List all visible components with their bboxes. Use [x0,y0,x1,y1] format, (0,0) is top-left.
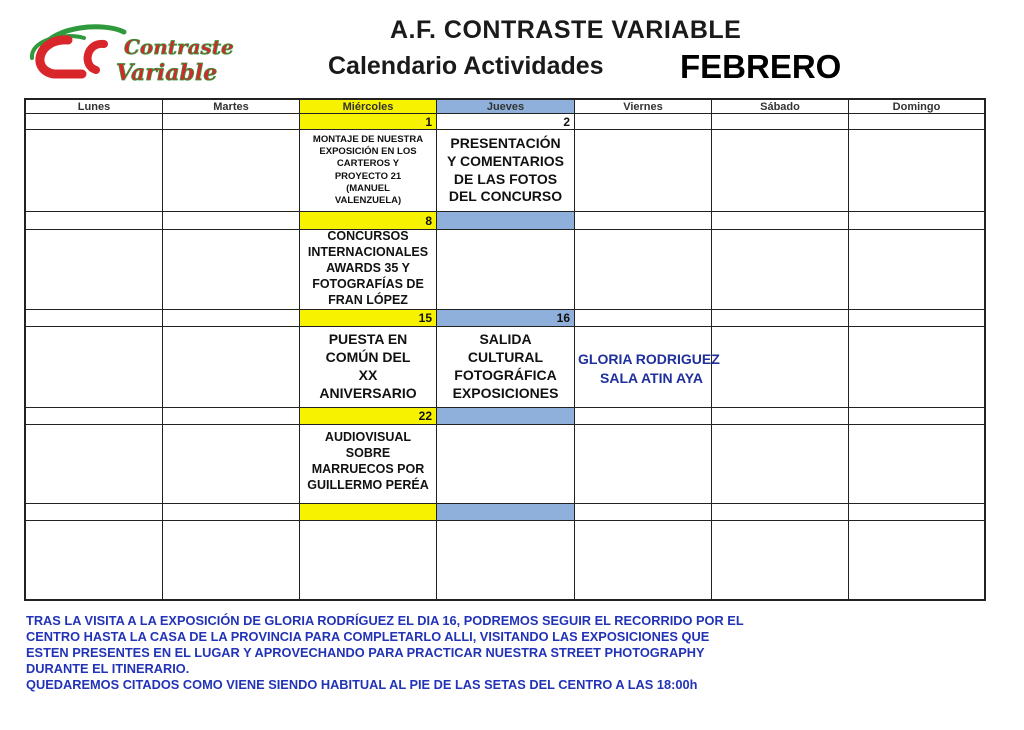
date-cell [712,504,849,521]
club-logo [24,18,264,98]
day-cell [712,327,849,408]
day-cell [300,521,437,599]
date-cell [575,114,712,130]
month-label: FEBRERO [680,48,842,85]
date-cell-15: 15 [300,310,437,327]
day-cell [712,130,849,212]
date-cell [849,212,984,230]
date-cell-1: 1 [300,114,437,130]
date-cell [26,408,163,425]
day-cell [712,425,849,504]
date-cell-2: 2 [437,114,575,130]
date-cell [300,504,437,521]
day-cell [163,130,300,212]
date-cell [849,504,984,521]
day-cell [849,230,984,310]
day-cell [163,230,300,310]
day-header-monday: Lunes [26,100,163,114]
date-cell [163,212,300,230]
calendar-grid [24,98,986,601]
day-cell [437,521,575,599]
event-concursos-internacionales: CONCURSOS INTERNACIONALES AWARDS 35 Y FOTOGRAFÍAS DE FRAN LÓPEZ [300,230,437,310]
event-montaje-exposicion: MONTAJE DE NUESTRA EXPOSICIÓN EN LOS CARTEROS Y PROYECTO 21 (MANUEL VALENZUELA) [300,130,437,212]
date-cell [575,310,712,327]
day-cell [712,521,849,599]
date-cell [163,408,300,425]
date-cell [437,212,575,230]
day-cell [26,130,163,212]
date-cell [437,504,575,521]
day-cell [437,230,575,310]
page-title: A.F. CONTRASTE VARIABLE [390,16,742,44]
date-cell [712,310,849,327]
date-cell [849,310,984,327]
footer-line: DURANTE EL ITINERARIO. [26,661,190,676]
event-audiovisual-marruecos: AUDIOVISUAL SOBRE MARRUECOS POR GUILLERMO PERÉA [300,425,437,504]
footer-line: TRAS LA VISITA A LA EXPOSICIÓN DE GLORIA RODRÍGUEZ EL DIA 16, PODREMOS SEGUIR EL RECORRIDO POR EL [26,613,744,628]
date-cell [26,212,163,230]
date-cell [575,504,712,521]
day-cell [849,130,984,212]
footer-notes [26,613,986,693]
date-cell [26,114,163,130]
logo-text-line1: Contraste [124,35,234,59]
date-cell-22: 22 [300,408,437,425]
date-cell [712,408,849,425]
day-cell [163,425,300,504]
day-header-tuesday: Martes [163,100,300,114]
day-cell [575,230,712,310]
day-cell [437,425,575,504]
date-cell [575,212,712,230]
date-cell-16: 16 [437,310,575,327]
day-header-sunday: Domingo [849,100,984,114]
day-cell [26,425,163,504]
date-cell [163,504,300,521]
day-cell [849,521,984,599]
date-cell [26,310,163,327]
logo-text-line2: Variable [116,60,218,86]
date-cell [575,408,712,425]
date-cell [712,212,849,230]
day-cell [163,327,300,408]
day-cell [575,130,712,212]
page-subtitle: Calendario Actividades [328,52,604,80]
date-cell [712,114,849,130]
event-presentacion-fotos: PRESENTACIÓN Y COMENTARIOS DE LAS FOTOS DEL CONCURSO [437,130,575,212]
event-puesta-en-comun: PUESTA EN COMÚN DEL XX ANIVERSARIO [300,327,437,408]
date-cell [163,310,300,327]
day-cell [849,327,984,408]
day-cell [849,425,984,504]
footer-line: QUEDAREMOS CITADOS COMO VIENE SIENDO HABITUAL AL PIE DE LAS SETAS DEL CENTRO A LAS 18:00h [26,677,698,692]
date-cell [437,408,575,425]
day-cell [26,521,163,599]
footer-line: ESTEN PRESENTES EN EL LUGAR Y APROVECHANDO PARA PRACTICAR NUESTRA STREET PHOTOGRAPHY [26,645,705,660]
footer-line: CENTRO HASTA LA CASA DE LA PROVINCIA PARA COMPLETARLO ALLI, VISITANDO LAS EXPOSICIONES QUE [26,629,710,644]
day-header-wednesday: Miércoles [300,100,437,114]
event-salida-cultural: SALIDA CULTURAL FOTOGRÁFICA EXPOSICIONES [437,327,575,408]
day-cell [26,327,163,408]
date-cell-8: 8 [300,212,437,230]
day-cell [575,425,712,504]
day-cell [575,521,712,599]
day-cell [26,230,163,310]
day-header-thursday: Jueves [437,100,575,114]
day-cell [712,230,849,310]
day-header-saturday: Sábado [712,100,849,114]
day-cell [163,521,300,599]
date-cell [163,114,300,130]
date-cell [26,504,163,521]
date-cell [849,114,984,130]
event-gloria-rodriguez: GLORIA RODRIGUEZ SALA ATIN AYA [578,351,720,386]
date-cell [849,408,984,425]
day-header-friday: Viernes [575,100,712,114]
